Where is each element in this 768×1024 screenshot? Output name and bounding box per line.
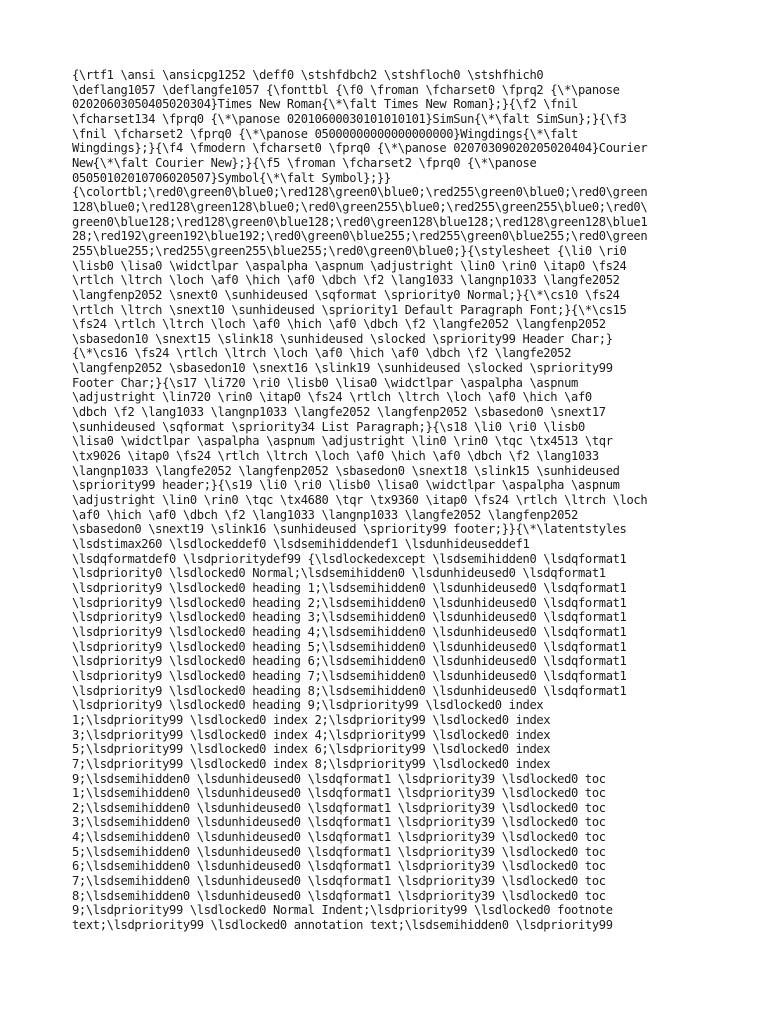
text-line: \lsdpriority9 \lsdlocked0 heading 1;\lsdsemihidden0 \lsdunhideused0 \lsdqformat1 (72, 580, 627, 595)
text-line: New{\*\falt Courier New};}{\f5 \froman \fcharset2 \fprq0 {\*\panose (72, 155, 537, 170)
text-line: \lsdpriority9 \lsdlocked0 heading 3;\lsdsemihidden0 \lsdunhideused0 \lsdqformat1 (72, 610, 627, 625)
text-line: \af0 \hich \af0 \dbch \f2 \lang1033 \langnp1033 \langfe2052 \langfenp2052 (72, 507, 578, 522)
text-line: \lsdpriority0 \lsdlocked0 Normal;\lsdsemihidden0 \lsdunhideused0 \lsdqformat1 (72, 566, 606, 581)
text-line: Footer Char;}{\s17 \li720 \ri0 \lisb0 \lisa0 \widctlpar \aspalpha \aspnum (72, 375, 578, 390)
text-line: \lisa0 \widctlpar \aspalpha \aspnum \adjustright \lin0 \rin0 \tqc \tx4513 \tqr (72, 434, 613, 449)
text-line: \adjustright \lin720 \rin0 \itap0 \fs24 \rtlch \ltrch \loch \af0 \hich \af0 (72, 390, 592, 405)
text-line: 128\blue0;\red128\green128\blue0;\red0\green255\blue0;\red255\green255\blue0;\red0\ (72, 199, 648, 214)
text-line: 9;\lsdpriority99 \lsdlocked0 Normal Indent;\lsdpriority99 \lsdlocked0 footnote (72, 903, 613, 918)
text-line: \lsdpriority9 \lsdlocked0 heading 4;\lsdsemihidden0 \lsdunhideused0 \lsdqformat1 (72, 624, 627, 639)
text-line: \lsdpriority9 \lsdlocked0 heading 8;\lsdsemihidden0 \lsdunhideused0 \lsdqformat1 (72, 683, 627, 698)
rtf-source-text (72, 68, 712, 933)
text-line: 7;\lsdsemihidden0 \lsdunhideused0 \lsdqformat1 \lsdpriority39 \lsdlocked0 toc (72, 874, 606, 889)
text-line: \adjustright \lin0 \rin0 \tqc \tx4680 \tqr \tx9360 \itap0 \fs24 \rtlch \ltrch \loch (72, 493, 648, 508)
text-line: \fnil \fcharset2 \fprq0 {\*\panose 05000000000000000000}Wingdings{\*\falt (72, 126, 578, 141)
text-line: \lsdpriority9 \lsdlocked0 heading 6;\lsdsemihidden0 \lsdunhideused0 \lsdqformat1 (72, 654, 627, 669)
text-line: 7;\lsdpriority99 \lsdlocked0 index 8;\lsdpriority99 \lsdlocked0 index (72, 756, 551, 771)
text-line: \sbasedon0 \snext19 \slink16 \sunhideused \spriority99 footer;}}{\*\latentstyles (72, 522, 627, 537)
text-line: \lisb0 \lisa0 \widctlpar \aspalpha \aspnum \adjustright \lin0 \rin0 \itap0 \fs24 (72, 258, 627, 273)
text-line: \lsdpriority9 \lsdlocked0 heading 9;\lsdpriority99 \lsdlocked0 index (72, 698, 544, 713)
text-line: 2;\lsdsemihidden0 \lsdunhideused0 \lsdqformat1 \lsdpriority39 \lsdlocked0 toc (72, 800, 606, 815)
text-line: \rtlch \ltrch \loch \af0 \hich \af0 \dbch \f2 \lang1033 \langnp1033 \langfe2052 (72, 273, 620, 288)
text-line: \tx9026 \itap0 \fs24 \rtlch \ltrch \loch \af0 \hich \af0 \dbch \f2 \lang1033 (72, 449, 599, 464)
text-line: \langnp1033 \langfe2052 \langfenp2052 \sbasedon0 \snext18 \slink15 \sunhideused (72, 463, 620, 478)
text-line: Wingdings};}{\f4 \fmodern \fcharset0 \fprq0 {\*\panose 02070309020205020404}Courier (72, 141, 648, 156)
text-line: \lsdpriority9 \lsdlocked0 heading 2;\lsdsemihidden0 \lsdunhideused0 \lsdqformat1 (72, 595, 627, 610)
text-line: \fs24 \rtlch \ltrch \loch \af0 \hich \af0 \dbch \f2 \langfe2052 \langfenp2052 (72, 317, 606, 332)
text-line: {\colortbl;\red0\green0\blue0;\red128\green0\blue0;\red255\green0\blue0;\red0\green (72, 185, 648, 200)
text-line: \lsdpriority9 \lsdlocked0 heading 7;\lsdsemihidden0 \lsdunhideused0 \lsdqformat1 (72, 668, 627, 683)
text-line: \langfenp2052 \snext0 \sunhideused \sqformat \spriority0 Normal;}{\*\cs10 \fs24 (72, 287, 620, 302)
text-line: 1;\lsdsemihidden0 \lsdunhideused0 \lsdqformat1 \lsdpriority39 \lsdlocked0 toc (72, 786, 606, 801)
text-line: \dbch \f2 \lang1033 \langnp1033 \langfe2052 \langfenp2052 \sbasedon0 \snext17 (72, 405, 606, 420)
text-line: 28;\red192\green192\blue192;\red0\green0\blue255;\red255\green0\blue255;\red0\green (72, 229, 648, 244)
text-line: 3;\lsdpriority99 \lsdlocked0 index 4;\lsdpriority99 \lsdlocked0 index (72, 727, 551, 742)
text-line: \fcharset134 \fprq0 {\*\panose 02010600030101010101}SimSun{\*\falt SimSun};}{\f3 (72, 111, 627, 126)
text-line: \lsdqformatdef0 \lsdprioritydef99 {\lsdlockedexcept \lsdsemihidden0 \lsdqformat1 (72, 551, 627, 566)
text-line: 8;\lsdsemihidden0 \lsdunhideused0 \lsdqformat1 \lsdpriority39 \lsdlocked0 toc (72, 888, 606, 903)
text-line: \deflang1057 \deflangfe1057 {\fonttbl {\f0 \froman \fcharset0 \fprq2 {\*\panose (72, 82, 620, 97)
text-line: 5;\lsdpriority99 \lsdlocked0 index 6;\lsdpriority99 \lsdlocked0 index (72, 742, 551, 757)
text-line: 6;\lsdsemihidden0 \lsdunhideused0 \lsdqformat1 \lsdpriority39 \lsdlocked0 toc (72, 859, 606, 874)
text-line: \spriority99 header;}{\s19 \li0 \ri0 \lisb0 \lisa0 \widctlpar \aspalpha \aspnum (72, 478, 620, 493)
text-line: \sbasedon10 \snext15 \slink18 \sunhideused \slocked \spriority99 Header Char;} (72, 331, 613, 346)
text-line: {\rtf1 \ansi \ansicpg1252 \deff0 \stshfdbch2 \stshfloch0 \stshfhich0 (72, 68, 544, 82)
text-line: 9;\lsdsemihidden0 \lsdunhideused0 \lsdqformat1 \lsdpriority39 \lsdlocked0 toc (72, 771, 606, 786)
text-line: \rtlch \ltrch \snext10 \sunhideused \spriority1 Default Paragraph Font;}{\*\cs15 (72, 302, 627, 317)
text-line: 1;\lsdpriority99 \lsdlocked0 index 2;\lsdpriority99 \lsdlocked0 index (72, 712, 551, 727)
text-line: green0\blue128;\red128\green0\blue128;\red0\green128\blue128;\red128\green128\blue1 (72, 214, 648, 229)
text-line: \sunhideused \sqformat \spriority34 List Paragraph;}{\s18 \li0 \ri0 \lisb0 (72, 419, 585, 434)
text-line: \langfenp2052 \sbasedon10 \snext16 \slink19 \sunhideused \slocked \spriority99 (72, 361, 613, 376)
text-line: \lsdpriority9 \lsdlocked0 heading 5;\lsdsemihidden0 \lsdunhideused0 \lsdqformat1 (72, 639, 627, 654)
text-line: 05050102010706020507}Symbol{\*\falt Symbol};}} (72, 170, 391, 185)
text-line: \lsdstimax260 \lsdlockeddef0 \lsdsemihiddendef1 \lsdunhideuseddef1 (72, 537, 530, 551)
text-line: text;\lsdpriority99 \lsdlocked0 annotation text;\lsdsemihidden0 \lsdpriority99 (72, 918, 613, 933)
text-line: 4;\lsdsemihidden0 \lsdunhideused0 \lsdqformat1 \lsdpriority39 \lsdlocked0 toc (72, 830, 606, 845)
text-line: 255\blue255;\red255\green255\blue255;\red0\green0\blue0;}{\stylesheet {\li0 \ri0 (72, 243, 627, 258)
text-line: {\*\cs16 \fs24 \rtlch \ltrch \loch \af0 \hich \af0 \dbch \f2 \langfe2052 (72, 346, 572, 361)
text-line: 5;\lsdsemihidden0 \lsdunhideused0 \lsdqformat1 \lsdpriority39 \lsdlocked0 toc (72, 844, 606, 859)
text-line: 3;\lsdsemihidden0 \lsdunhideused0 \lsdqformat1 \lsdpriority39 \lsdlocked0 toc (72, 815, 606, 830)
text-line: 02020603050405020304}Times New Roman{\*\falt Times New Roman};}{\f2 \fnil (72, 97, 578, 112)
